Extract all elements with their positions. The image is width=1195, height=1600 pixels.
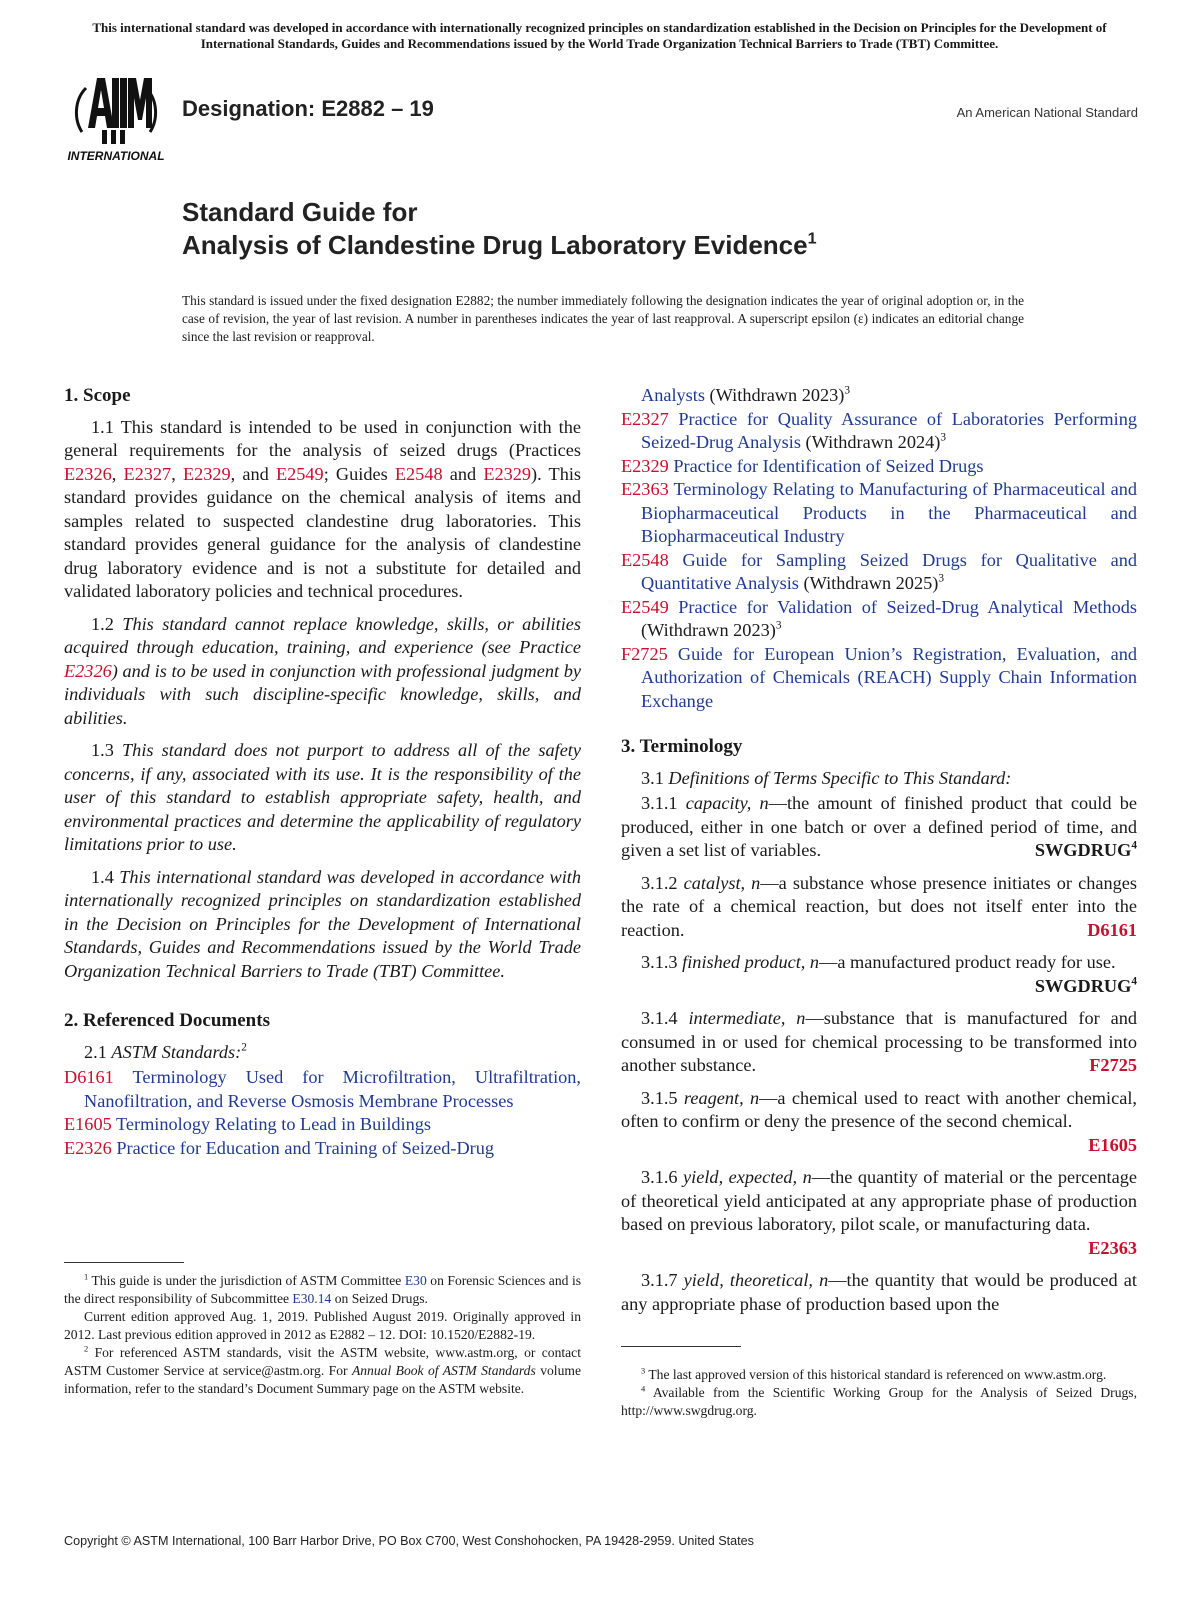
page-title: [182, 196, 817, 262]
definition-item: [621, 951, 1137, 998]
astm-logo-icon: [64, 70, 168, 165]
reference-title-link[interactable]: Guide for Sampling Seized Drugs for Qualitative and Quantitative Analysis: [641, 549, 1137, 593]
link-e2327[interactable]: E2327: [123, 463, 172, 484]
reference-title-link[interactable]: Practice for Quality Assurance of Laboratories Performing Seized-Drug Analysis: [641, 408, 1137, 452]
definition-source-ref: 4: [1131, 975, 1137, 988]
reference-code-link[interactable]: D6161: [64, 1067, 114, 1087]
definition-text: —a chemical used to react with another chemical, often to confirm or deny the presence of the second chemical.: [621, 1087, 1137, 1131]
referenced-heading: 2. Referenced Documents: [64, 1010, 270, 1031]
link-e2329[interactable]: E2329: [182, 463, 231, 484]
right-column: [621, 384, 1137, 1325]
definition-source-code[interactable]: F2725: [1089, 1055, 1137, 1075]
definition-source: [1015, 975, 1137, 999]
definition-source-code[interactable]: E1605: [1088, 1134, 1137, 1155]
title-line-1: Standard Guide for: [182, 197, 418, 227]
reference-continuation: Analysts (Withdrawn 2023)$^3$: [641, 384, 851, 405]
reference-footnote-ref: 3: [775, 619, 782, 632]
reference-item: [64, 1113, 581, 1137]
footnote-3: $^3$ The last approved version of this historical standard is referenced on www.astm.org.: [641, 1365, 1107, 1382]
footnote-rule-left: [64, 1262, 184, 1263]
definition-item: [621, 1087, 1137, 1158]
definition-item: [621, 872, 1137, 943]
definition-text: —a substance whose presence initiates or changes the rate of a chemical reaction, but does not itself enter into the reaction.: [621, 872, 1137, 940]
reference-item: [621, 455, 1137, 479]
reference-code-link[interactable]: E2326: [64, 1137, 112, 1158]
definition-item: 3.1.7 yield, theoretical, n—the quantity that would be produced at any appropriate phase of production based upon the: [621, 1270, 1137, 1314]
top-notice: This international standard was developed in accordance with internationally recognized principles on standardization established in the Decision on Principles for the Development of International Standards, Guides and Recommendations issued by the World Trade Organization Technical Barriers to Trade (TBT) Committee.: [92, 20, 1107, 51]
definition-number: 3.1.6: [641, 1167, 684, 1187]
astm-standards-label: 2.1 ASTM Standards:$^2$: [84, 1041, 247, 1062]
reference-code-link[interactable]: E1605: [64, 1114, 112, 1134]
definition-source: [1067, 919, 1137, 943]
definition-source: [1069, 1054, 1137, 1078]
definition-term: finished product, n: [682, 952, 820, 972]
reference-title-link[interactable]: Terminology Relating to Manufacturing of Pharmaceutical and Biopharmaceutical Products in the Pharmaceutical and Biopharmaceutical Industry: [641, 479, 1137, 546]
reference-item: [621, 408, 1137, 455]
link-e2549[interactable]: E2549: [275, 463, 324, 484]
reference-item: [621, 549, 1137, 596]
reference-note: (Withdrawn 2025): [798, 573, 939, 593]
logo-text: INTERNATIONAL: [67, 149, 165, 163]
definition-source: [1068, 1237, 1137, 1261]
link-e2329-guide[interactable]: E2329: [483, 463, 532, 484]
reference-list-right: [621, 408, 1137, 714]
designation: Designation: E2882 – 19: [182, 96, 434, 121]
scope-1-4: 1.4 This international standard was developed in accordance with internationally recognized principles on standardization established in the Decision on Principles for the Development of International Standards, Guides and Recommendations issued by the World Trade Organization Technical Barriers to Trade (TBT) Committee.: [64, 866, 582, 981]
footnote-1: $^1$ This guide is under the jurisdiction of ASTM Committee E30 on Forensic Sciences and is the direct responsibility of Subcommittee E30.14 on Seized Drugs.: [64, 1271, 582, 1306]
definition-item: [621, 792, 1137, 863]
link-e2326-practice[interactable]: E2326: [64, 660, 112, 681]
reference-note: (Withdrawn 2024): [800, 432, 941, 452]
reference-title-continued[interactable]: Analysts: [641, 385, 705, 405]
definition-source: [1068, 1134, 1137, 1158]
definition-text: —the quantity of material or the percentage of theoretical yield anticipated at any appropriate phase of production based on previous laboratory, pilot scale, or manufacturing data.: [621, 1167, 1137, 1234]
definitions-list: [621, 792, 1137, 1260]
title-footnote-ref: 1: [807, 229, 817, 248]
definition-number: 3.1.3: [641, 952, 683, 972]
definition-source: [1015, 839, 1137, 863]
definition-source-ref: 4: [1131, 839, 1137, 852]
reference-code-link[interactable]: F2725: [621, 643, 668, 664]
reference-title-link[interactable]: Practice for Identification of Seized Drugs: [673, 455, 984, 476]
definition-source-code: SWGDRUG: [1034, 975, 1132, 996]
footnote-1-edition: Current edition approved Aug. 1, 2019. Published August 2019. Originally approved in 2012. Last previous edition approved in 2012 as E2882 – 12. DOI: 10.1520/E2882-19.: [64, 1309, 581, 1342]
title-line-2: Analysis of Clandestine Drug Laboratory Evidence: [182, 230, 808, 260]
reference-code-link[interactable]: E2327: [621, 408, 669, 429]
reference-list-left: [64, 1066, 581, 1160]
reference-footnote-ref: 3: [940, 431, 946, 444]
reference-item: [621, 643, 1137, 714]
definition-source-code[interactable]: D6161: [1087, 919, 1137, 940]
definition-text: —the amount of finished product that could be produced, either in one batch or over a defined period of time, and given a set list of variables.: [621, 793, 1137, 860]
definition-number: 3.1.2: [641, 872, 684, 893]
reference-title-link[interactable]: Terminology Relating to Lead in Buildings: [115, 1114, 432, 1134]
reference-title-link[interactable]: Terminology Used for Microfiltration, Ultrafiltration, Nanofiltration, and Reverse Osmosis Membrane Processes: [84, 1067, 582, 1111]
footnotes-right: [621, 1366, 1137, 1420]
definitions-label: 3.1 Definitions of Terms Specific to This Standard:: [641, 767, 1012, 788]
footnote-4: $^4$ Available from the Scientific Working Group for the Analysis of Seized Drugs, http://www.swgdrug.org.: [621, 1383, 1137, 1418]
reference-item: [621, 596, 1137, 643]
reference-code-link[interactable]: E2329: [621, 455, 669, 476]
definition-term: reagent, n: [683, 1087, 760, 1108]
reference-note: (Withdrawn 2023): [641, 620, 776, 640]
definition-term: intermediate, n: [688, 1008, 806, 1028]
reference-footnote-ref: 3: [938, 572, 944, 585]
copyright: Copyright © ASTM International, 100 Barr Harbor Drive, PO Box C700, West Conshohocken, PA 19428-2959. United States: [64, 1534, 754, 1548]
footnote-2: $^2$ For referenced ASTM standards, visit the ASTM website, www.astm.org, or contact ASTM Customer Service at service@astm.org. For Annual Book of ASTM Standards volume information, refer to the standard’s Document Summary page on the ASTM website.: [64, 1343, 581, 1396]
link-e2326[interactable]: E2326: [64, 463, 112, 484]
american-national-standard: An American National Standard: [956, 105, 1138, 120]
definition-term: catalyst, n: [683, 872, 761, 893]
definition-item: [621, 1007, 1137, 1078]
link-e30-14[interactable]: E30.14: [292, 1291, 332, 1306]
scope-1-1: 1.1 This standard is intended to be used in conjunction with the general requirements for the analysis of seized drugs (Practices E2326, E2327, E2329, and E2549; Guides E2548 and E2329). This standard provides guidance on the chemical analysis of items and samples related to suspected clandestine drug laboratories. This standard provides general guidance for the analysis of clandestine drug laboratory evidence and is not a substitute for detailed and validated laboratory policies and technical procedures.: [64, 416, 582, 601]
reference-code-link[interactable]: E2549: [621, 596, 669, 617]
reference-code-link[interactable]: E2548: [621, 549, 669, 570]
definition-term: capacity, n: [685, 793, 769, 813]
reference-item: [64, 1137, 581, 1161]
reference-title-link[interactable]: Practice for Validation of Seized-Drug Analytical Methods: [678, 596, 1138, 617]
definition-text: —substance that is manufactured for and consumed in or used for chemical processing to be transformed into another substance.: [621, 1008, 1137, 1075]
definition-text: —a manufactured product ready for use.: [819, 952, 1116, 972]
reference-title-link[interactable]: Guide for European Union’s Registration, Evaluation, and Authorization of Chemicals (REACH) Supply Chain Information Exchange: [641, 643, 1138, 711]
definition-number: 3.1.4: [641, 1008, 689, 1028]
footnotes-left: [64, 1272, 581, 1398]
reference-item: [621, 478, 1137, 549]
definition-source-code[interactable]: E2363: [1088, 1237, 1137, 1258]
scope-1-2: 1.2 This standard cannot replace knowledge, skills, or abilities acquired through education, training, and experience (see Practice E2326) and is to be used in conjunction with professional judgment by individuals with such discipline-specific knowledge, skills, and abilities.: [64, 613, 582, 728]
definition-number: 3.1.5: [641, 1087, 684, 1108]
reference-code-link[interactable]: E2363: [621, 479, 669, 499]
reference-item: [64, 1066, 581, 1113]
issuance-note: This standard is issued under the fixed designation E2882; the number immediately following the designation indicates the year of original adoption or, in the case of revision, the year of last revision. A number in parentheses indicates the year of last reapproval. A superscript epsilon (ε) indicates an editorial change since the last revision or reapproval.: [182, 293, 1024, 344]
terminology-heading: 3. Terminology: [621, 736, 743, 757]
scope-heading: 1. Scope: [64, 385, 131, 406]
footnote-rule-right: [621, 1346, 741, 1347]
link-e2548[interactable]: E2548: [394, 463, 443, 484]
definition-term: yield, expected, n: [683, 1167, 812, 1187]
reference-title-link[interactable]: Practice for Education and Training of Seized-Drug: [116, 1137, 495, 1158]
definition-source-code: SWGDRUG: [1034, 840, 1132, 860]
definition-number: 3.1.1: [641, 793, 686, 813]
link-e30[interactable]: E30: [404, 1273, 427, 1288]
definition-item: [621, 1166, 1137, 1260]
scope-1-3: 1.3 This standard does not purport to address all of the safety concerns, if any, associated with its use. It is the responsibility of the user of this standard to establish appropriate safety, health, and environmental practices and determine the applicability of regulatory limitations prior to use.: [64, 740, 582, 854]
left-column: [64, 384, 581, 1160]
